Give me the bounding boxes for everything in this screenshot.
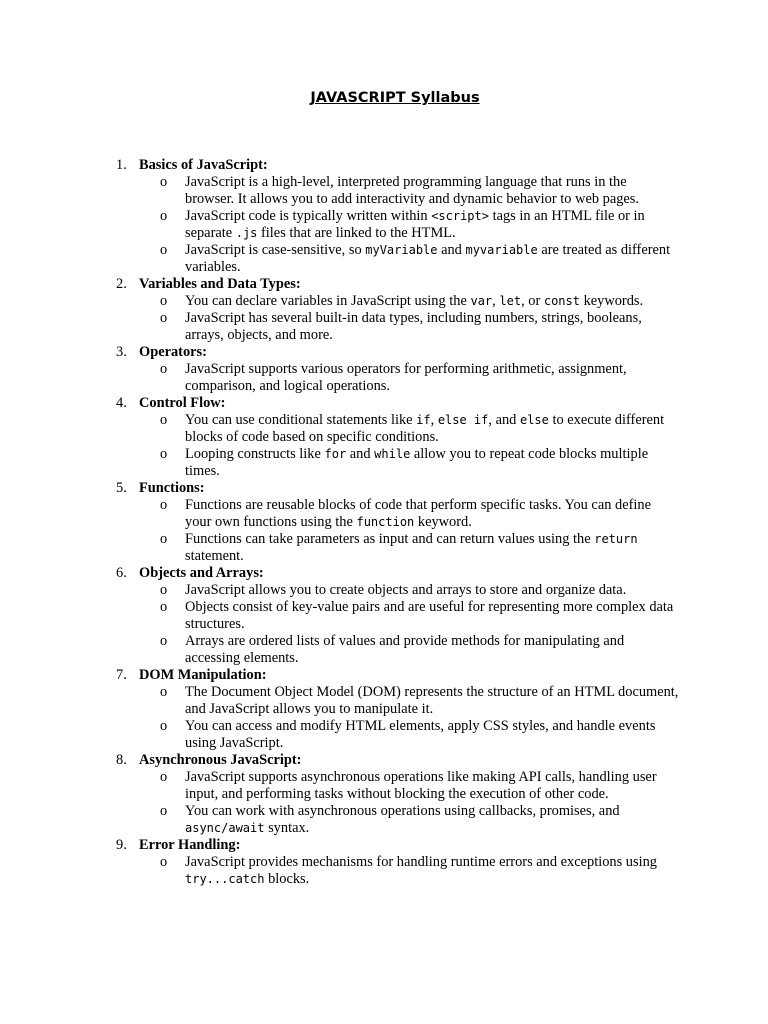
bullet-item bbox=[139, 803, 679, 837]
section-number: 9. bbox=[116, 837, 127, 853]
code-keyword: async/await bbox=[185, 821, 265, 835]
bullet-marker-icon: o bbox=[160, 242, 168, 258]
bullet-text: blocks. bbox=[264, 871, 310, 887]
syllabus-section bbox=[0, 157, 768, 276]
code-keyword: while bbox=[374, 447, 411, 461]
bullet-text: allow you to repeat code blocks multiple times. bbox=[185, 446, 649, 479]
bullet-text: Arrays are ordered lists of values and provide methods for manipulating and accessing elements. bbox=[185, 633, 625, 666]
bullet-list bbox=[139, 174, 768, 276]
bullet-text: JavaScript provides mechanisms for handling runtime errors and exceptions using bbox=[185, 854, 657, 870]
bullet-marker-icon: o bbox=[160, 633, 168, 649]
code-keyword: const bbox=[543, 294, 580, 308]
bullet-text: JavaScript supports asynchronous operations like making API calls, handling user input, and performing tasks without blocking the execution of other code. bbox=[185, 769, 657, 802]
code-keyword: function bbox=[356, 515, 415, 529]
section-heading: Basics of JavaScript: bbox=[139, 157, 268, 173]
bullet-marker-icon: o bbox=[160, 310, 168, 326]
section-number: 3. bbox=[116, 344, 127, 360]
bullet-marker-icon: o bbox=[160, 174, 168, 190]
bullet-text: , and bbox=[488, 412, 520, 428]
syllabus-section bbox=[0, 480, 768, 565]
bullet-item bbox=[139, 293, 679, 310]
bullet-text: files that are linked to the HTML. bbox=[257, 225, 456, 241]
bullet-marker-icon: o bbox=[160, 531, 168, 547]
section-number: 6. bbox=[116, 565, 127, 581]
bullet-text: JavaScript allows you to create objects and arrays to store and organize data. bbox=[185, 582, 627, 598]
code-keyword: var bbox=[470, 294, 493, 308]
code-keyword: else bbox=[519, 413, 549, 427]
bullet-marker-icon: o bbox=[160, 412, 168, 428]
section-heading: DOM Manipulation: bbox=[139, 667, 267, 683]
bullet-text: The Document Object Model (DOM) represents the structure of an HTML document, and JavaScript allows you to manipulate it. bbox=[185, 684, 679, 717]
bullet-text: You can work with asynchronous operations using callbacks, promises, and bbox=[185, 803, 620, 819]
bullet-item bbox=[139, 684, 679, 718]
section-number: 7. bbox=[116, 667, 127, 683]
bullet-item bbox=[139, 310, 679, 344]
code-keyword: let bbox=[499, 294, 522, 308]
bullet-text: JavaScript code is typically written within bbox=[185, 208, 432, 224]
section-heading: Variables and Data Types: bbox=[139, 276, 301, 292]
section-number: 1. bbox=[116, 157, 127, 173]
bullet-text: to execute different blocks of code based on specific conditions. bbox=[185, 412, 665, 445]
bullet-item bbox=[139, 208, 679, 242]
bullet-list bbox=[139, 497, 768, 565]
bullet-marker-icon: o bbox=[160, 293, 168, 309]
bullet-list bbox=[139, 684, 768, 752]
bullet-marker-icon: o bbox=[160, 208, 168, 224]
bullet-list bbox=[139, 361, 768, 395]
section-number: 8. bbox=[116, 752, 127, 768]
bullet-marker-icon: o bbox=[160, 497, 168, 513]
bullet-item bbox=[139, 174, 679, 208]
bullet-text: JavaScript is a high-level, interpreted programming language that runs in the browser. It allows you to add interactivity and dynamic behavior to web pages. bbox=[185, 174, 639, 207]
code-keyword: if bbox=[416, 413, 431, 427]
bullet-marker-icon: o bbox=[160, 684, 168, 700]
bullet-marker-icon: o bbox=[160, 854, 168, 870]
section-heading: Operators: bbox=[139, 344, 207, 360]
syllabus-list bbox=[0, 157, 768, 888]
bullet-item bbox=[139, 854, 679, 888]
code-keyword: try...catch bbox=[185, 872, 265, 886]
bullet-text: JavaScript supports various operators for performing arithmetic, assignment, comparison, and logical operations. bbox=[185, 361, 627, 394]
bullet-text: Objects consist of key-value pairs and are useful for representing more complex data structures. bbox=[185, 599, 674, 632]
bullet-text: and bbox=[437, 242, 466, 258]
code-keyword: for bbox=[324, 447, 347, 461]
bullet-item bbox=[139, 446, 679, 480]
bullet-text: syntax. bbox=[264, 820, 310, 836]
bullet-text: are treated as different variables. bbox=[185, 242, 671, 275]
bullet-item bbox=[139, 599, 679, 633]
bullet-list bbox=[139, 854, 768, 888]
section-number: 2. bbox=[116, 276, 127, 292]
bullet-text: JavaScript has several built-in data types, including numbers, strings, booleans, arrays, objects, and more. bbox=[185, 310, 642, 343]
bullet-item bbox=[139, 497, 679, 531]
section-heading: Objects and Arrays: bbox=[139, 565, 264, 581]
bullet-text: statement. bbox=[185, 548, 244, 564]
bullet-text: JavaScript is case-sensitive, so bbox=[185, 242, 366, 258]
bullet-marker-icon: o bbox=[160, 361, 168, 377]
syllabus-section bbox=[0, 344, 768, 395]
syllabus-section bbox=[0, 565, 768, 667]
bullet-marker-icon: o bbox=[160, 803, 168, 819]
code-keyword: myvariable bbox=[465, 243, 538, 257]
section-heading: Error Handling: bbox=[139, 837, 241, 853]
section-heading: Asynchronous JavaScript: bbox=[139, 752, 302, 768]
bullet-text: and bbox=[346, 446, 375, 462]
code-keyword: .js bbox=[235, 226, 258, 240]
section-number: 4. bbox=[116, 395, 127, 411]
bullet-text: tags in an HTML file or in separate bbox=[185, 208, 645, 241]
syllabus-section bbox=[0, 752, 768, 837]
section-heading: Control Flow: bbox=[139, 395, 226, 411]
code-keyword: return bbox=[594, 532, 638, 546]
code-keyword: else if bbox=[437, 413, 489, 427]
bullet-item bbox=[139, 718, 679, 752]
bullet-item bbox=[139, 242, 679, 276]
bullet-marker-icon: o bbox=[160, 582, 168, 598]
bullet-marker-icon: o bbox=[160, 718, 168, 734]
section-number: 5. bbox=[116, 480, 127, 496]
bullet-text: keyword. bbox=[414, 514, 472, 530]
bullet-marker-icon: o bbox=[160, 769, 168, 785]
bullet-list bbox=[139, 412, 768, 480]
bullet-text: You can access and modify HTML elements, apply CSS styles, and handle events using JavaScript. bbox=[185, 718, 656, 751]
bullet-list bbox=[139, 293, 768, 344]
bullet-item bbox=[139, 633, 679, 667]
syllabus-section bbox=[0, 837, 768, 888]
bullet-marker-icon: o bbox=[160, 446, 168, 462]
bullet-item bbox=[139, 769, 679, 803]
code-keyword: myVariable bbox=[365, 243, 438, 257]
bullet-list bbox=[139, 582, 768, 667]
bullet-text: , bbox=[430, 412, 438, 428]
bullet-text: Functions can take parameters as input and can return values using the bbox=[185, 531, 595, 547]
bullet-item bbox=[139, 361, 679, 395]
bullet-text: keywords. bbox=[579, 293, 644, 309]
section-heading: Functions: bbox=[139, 480, 205, 496]
syllabus-section bbox=[0, 667, 768, 752]
bullet-text: You can declare variables in JavaScript using the bbox=[185, 293, 471, 309]
bullet-marker-icon: o bbox=[160, 599, 168, 615]
bullet-item bbox=[139, 531, 679, 565]
bullet-text: Functions are reusable blocks of code that perform specific tasks. You can define your own functions using the bbox=[185, 497, 651, 530]
syllabus-section bbox=[0, 276, 768, 344]
bullet-item bbox=[139, 412, 679, 446]
bullet-text: Looping constructs like bbox=[185, 446, 325, 462]
code-keyword: <script> bbox=[431, 209, 489, 223]
bullet-list bbox=[139, 769, 768, 837]
bullet-item bbox=[139, 582, 679, 599]
bullet-text: , bbox=[492, 293, 500, 309]
bullet-text: , or bbox=[521, 293, 544, 309]
syllabus-section bbox=[0, 395, 768, 480]
bullet-text: You can use conditional statements like bbox=[185, 412, 417, 428]
document-title: JAVASCRIPT Syllabus bbox=[310, 90, 480, 106]
